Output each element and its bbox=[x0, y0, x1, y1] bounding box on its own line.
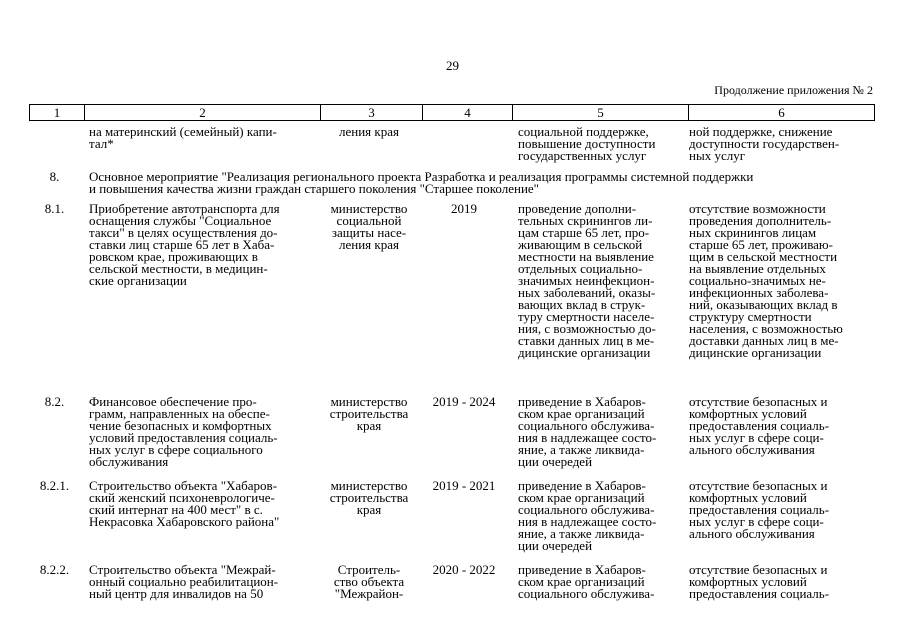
row-number: 8.2.2. bbox=[39, 562, 70, 577]
page-number: 29 bbox=[446, 58, 459, 73]
row-result: проведение дополни- тельных скринингов ли- цам старше 65 лет, про- живающим в сельской местности на выявление отдельных социально- значимых неинфекцион- ных заболеваний, оказы- вающих вклад в струк- туру смертности населе- ния, с возможностью до- ставки данных лиц в ме- дицинские организации bbox=[518, 201, 656, 360]
continuation-label: Продолжение приложения № 2 bbox=[714, 83, 873, 97]
section-title: Основное мероприятие "Реализация регионального проекта Разработка и реализация программы системной поддержки и повышения качества жизни граждан старшего поколения "Старшее поколение" bbox=[89, 169, 754, 196]
row-period: 2019 bbox=[451, 201, 477, 216]
row-number: 8.1. bbox=[44, 201, 65, 216]
header-col-4: 4 bbox=[423, 105, 513, 120]
row-result: приведение в Хабаров- ском крае организаций социального обслужива- ния в надлежащее состо- яние, а также ликвида- ции очередей bbox=[518, 394, 657, 469]
section-number: 8. bbox=[49, 169, 60, 184]
header-col-2: 2 bbox=[85, 105, 321, 120]
header-col-1: 1 bbox=[30, 105, 85, 120]
row-effect: отсутствие возможности проведения дополнитель- ных скринингов лицам старше 65 лет, проживаю- щим в сельской местности на выявление отдельных социально-значимых не- инфекционных заболева- ний, оказывающих вклад в структуру смертности населения, с возможностью доставки данных лиц в ме- дицинские организации bbox=[689, 201, 843, 360]
row-period: 2020 - 2022 bbox=[432, 562, 496, 577]
header-col-5: 5 bbox=[513, 105, 689, 120]
row-name: на материнский (семейный) капи- тал* bbox=[89, 124, 277, 151]
row-executor: министерство социальной защиты насе- ления края bbox=[330, 201, 408, 252]
row-executor: министерство строительства края bbox=[329, 478, 409, 517]
row-effect: отсутствие безопасных и комфортных условий предоставления социаль- ных услуг в сфере соци- ального обслуживания bbox=[689, 478, 830, 541]
header-col-3: 3 bbox=[321, 105, 423, 120]
table-header-row bbox=[29, 104, 875, 121]
row-period: 2019 - 2021 bbox=[432, 478, 496, 493]
row-executor: Строитель- ство объекта "Межрайон- bbox=[333, 562, 405, 601]
row-name: Приобретение автотранспорта для оснащения службы "Социальное такси" в целях осуществления до- ставки лиц старше 65 лет в Хаба- ровском крае, проживающих в сельской местности, в медицин- ские организации bbox=[89, 201, 280, 288]
row-result: социальной поддержке, повышение доступности государственных услуг bbox=[518, 124, 656, 163]
row-name: Строительство объекта "Межрай- онный социально реабилитацион- ный центр для инвалидов на 50 bbox=[89, 562, 279, 601]
row-result: приведение в Хабаров- ском крае организаций социального обслужива- bbox=[518, 562, 655, 601]
row-effect: отсутствие безопасных и комфортных условий предоставления социаль- ных услуг в сфере соци- ального обслуживания bbox=[689, 394, 830, 457]
row-executor: министерство строительства края bbox=[329, 394, 409, 433]
row-name: Финансовое обеспечение про- грамм, направленных на обеспе- чение безопасных и комфортных условий предоставления социаль- ных услуг в сфере социального обслуживания bbox=[89, 394, 278, 469]
row-effect: ной поддержке, снижение доступности государствен- ных услуг bbox=[689, 124, 840, 163]
row-number: 8.2. bbox=[44, 394, 65, 409]
row-effect: отсутствие безопасных и комфортных условий предоставления социаль- bbox=[689, 562, 830, 601]
row-period: 2019 - 2024 bbox=[432, 394, 496, 409]
row-executor: ления края bbox=[339, 124, 399, 139]
row-number: 8.2.1. bbox=[39, 478, 70, 493]
row-result: приведение в Хабаров- ском крае организаций социального обслужива- ния в надлежащее состо- яние, а также ликвида- ции очередей bbox=[518, 478, 657, 553]
header-col-6: 6 bbox=[778, 105, 785, 120]
row-name: Строительство объекта "Хабаров- ский женский психоневрологиче- ский интернат на 400 мест" в с. Некрасовка Хабаровского района" bbox=[89, 478, 280, 529]
